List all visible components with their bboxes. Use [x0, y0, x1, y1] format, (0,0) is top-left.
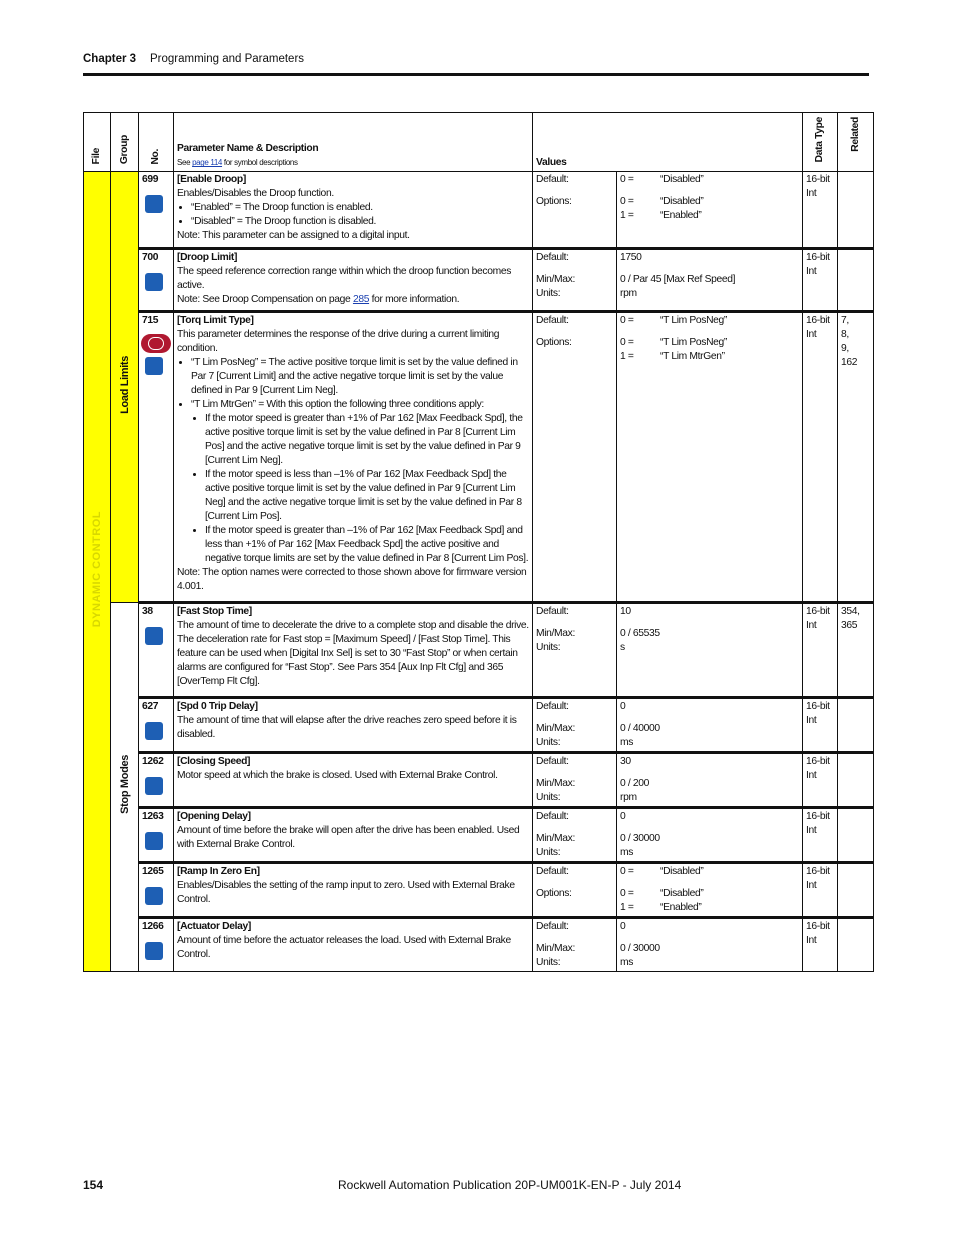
table-row: Stop Modes 38 [Fast Stop Time] The amount of time to decelerate the drive to a complete stop and disable the drive. The deceleration rate for Fast stop = [Maximum Speed] / [Fast Stop Time]. This feature can be used when [Digital Inx Sel] is set to 30 “Fast Stop” or when certain alarms are configured for “Fast Stop”. See Pars 354 [Aux Inp Flt Cfg] and 365 [OverTemp Flt Cfg]. Default: Min/Max: Units: 10 0 / 65535 s 16-bit Int 354, 365 — [84, 603, 874, 698]
read-write-icon — [145, 627, 163, 645]
read-write-icon — [145, 942, 163, 960]
param-name: [Spd 0 Trip Delay] — [177, 701, 258, 713]
read-write-icon — [145, 195, 163, 213]
param-name: [Closing Speed] — [177, 756, 251, 768]
table-row: 1265 [Ramp In Zero En] Enables/Disables the setting of the ramp input to zero. Used with External Brake Control. Default: Options: 0 = “Disabled” 0 = “Disabled” 1 = “Enabled” 16-bit Int — [84, 863, 874, 918]
param-number: 38 — [142, 606, 153, 618]
col-group: Group — [111, 113, 139, 172]
header-rule — [83, 73, 869, 76]
page-number: 154 — [83, 1178, 104, 1192]
col-file: File — [84, 113, 111, 172]
parameter-table — [83, 112, 873, 972]
param-number: 1265 — [142, 866, 164, 878]
param-number: 699 — [142, 174, 159, 186]
section-title: Programming and Parameters — [150, 53, 305, 65]
param-number: 1266 — [142, 921, 164, 933]
table-row: 1266 [Actuator Delay] Amount of time before the actuator releases the load. Used with External Brake Control. Default: Min/Max: Units: 0 0 / 30000 ms 16-bit Int — [84, 918, 874, 972]
read-write-icon — [145, 887, 163, 905]
param-name: [Actuator Delay] — [177, 921, 251, 933]
param-name: [Torq Limit Type] — [177, 315, 254, 327]
param-number: 1263 — [142, 811, 164, 823]
read-write-icon — [145, 777, 163, 795]
col-values: Values — [533, 113, 803, 172]
page-link-285[interactable]: 285 — [352, 294, 370, 306]
param-number: 1262 — [142, 756, 164, 768]
param-name: [Fast Stop Time] — [177, 606, 252, 618]
read-write-icon — [145, 357, 163, 375]
col-name: Parameter Name & Description See page 114 for symbol descriptions — [174, 113, 533, 172]
file-dynamic-control: DYNAMIC CONTROL — [84, 172, 111, 972]
param-name: [Enable Droop] — [177, 174, 246, 186]
param-number: 700 — [142, 252, 159, 264]
table-row: DYNAMIC CONTROL Load Limits 699 [Enable Droop] Enables/Disables the Droop function. • “Enabled” = The Droop function is enabled. • “Disabled” = The Droop function is disabled. Note: This parameter can be assigned to a digital input. Default: Options: 0 = “Disabled” 0 = “Disabled” 1 = “Enabled” 16-bit Int — [84, 172, 874, 249]
read-write-icon — [145, 273, 163, 291]
col-no: No. — [139, 113, 174, 172]
group-stop-modes: Stop Modes — [111, 603, 139, 972]
col-data-type: Data Type — [803, 113, 838, 172]
param-name: [Droop Limit] — [177, 252, 238, 264]
col-related: Related — [838, 113, 874, 172]
symbol-page-link[interactable]: page 114 — [192, 158, 223, 168]
read-write-icon — [145, 832, 163, 850]
table-row: 627 [Spd 0 Trip Delay] The amount of time that will elapse after the drive reaches zero speed before it is disabled. Default: Min/Max: Units: 0 0 / 40000 ms 16-bit Int — [84, 698, 874, 753]
table-row: 1262 [Closing Speed] Motor speed at which the brake is closed. Used with External Brake Control. Default: Min/Max: Units: 30 0 / 200 rpm 16-bit Int — [84, 753, 874, 808]
param-number: 627 — [142, 701, 159, 713]
param-name: [Ramp In Zero En] — [177, 866, 260, 878]
read-write-icon — [145, 722, 163, 740]
param-name: [Opening Delay] — [177, 811, 251, 823]
table-row: 715 [Torq Limit Type] This parameter determines the response of the drive during a current limiting condition. • “T Lim PosNeg” = The active positive torque limit is set by the value defined in Par 7 [Current Limit] and the active negative torque limit is set by the value defined in Par 9 [Current Lim Neg]. • “T Lim MtrGen” = With this option the following three conditions apply: • If the motor speed is greater than +1% of Par 162 [Max Feedback Spd], the active positive torque limit is set by the value defined in Par 8 [Current Lim Pos] and the active negative torque limit is set by the value defined in Par 9 [Current Lim Neg]. • If the motor speed is less than –1% of Par 162 [Max Feedback Spd] the active positive torque limit is set by the value defined in Par 9 [Current Lim Neg] and the active negative torque limit is set by the value defined in Par 8 [Current Lim Pos]. • If the motor speed is greater than –1% of Par 162 [Max Feedback Spd] and less than +1% of Par 162 [Max Feedback Spd] the active positive and negative torque limits are set by the value defined in Par 8 [Current Lim Pos]. Note: The option names were corrected to those shown above for firmware version 4.001. Default: Options: 0 = “T Lim PosNeg” 0 = “T Lim PosNeg” 1 = “T Lim MtrGen” 16-bit Int 7, 8, 9, 162 — [84, 312, 874, 603]
table-header-row — [84, 113, 874, 172]
stop-drive-icon — [141, 334, 171, 353]
group-load-limits: Load Limits — [111, 172, 139, 603]
table-row: 700 [Droop Limit] The speed reference correction range within which the droop function becomes active. Note: See Droop Compensation on page 285 for more information. Default: Min/Max: Units: 1750 0 / Par 45 [Max Ref Speed] rpm 16-bit Int — [84, 249, 874, 312]
param-number: 715 — [142, 315, 159, 327]
publication-info: Rockwell Automation Publication 20P-UM001K-EN-P - July 2014 — [338, 1178, 682, 1192]
table-row: 1263 [Opening Delay] Amount of time before the brake will open after the drive has been enabled. Used with External Brake Control. Default: Min/Max: Units: 0 0 / 30000 ms 16-bit Int — [84, 808, 874, 863]
chapter-label: Chapter 3 — [83, 53, 137, 65]
